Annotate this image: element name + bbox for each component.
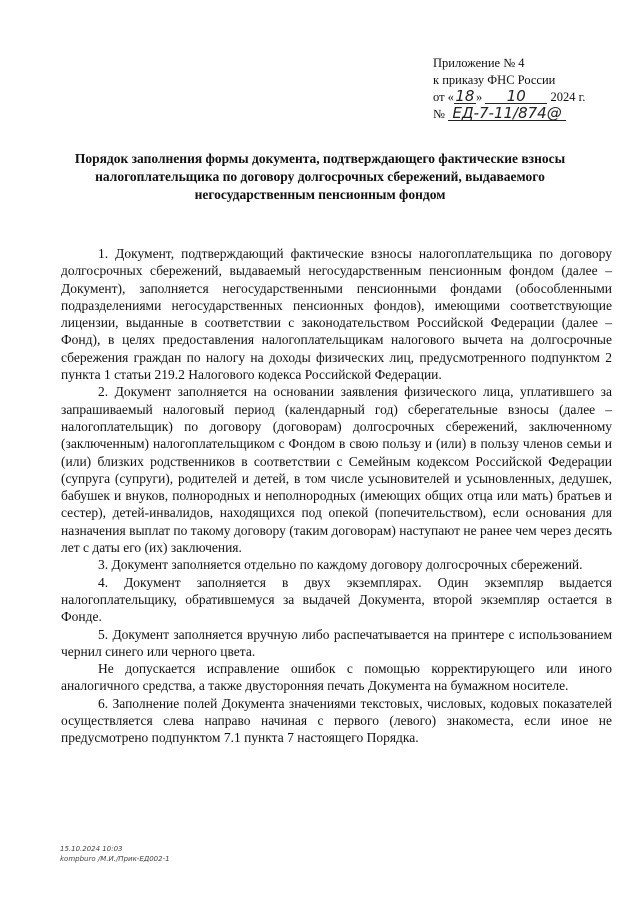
annex-date-year: 2024 г. [550, 90, 586, 104]
print-footer [60, 844, 170, 864]
paragraph-5: 5. Документ заполняется вручную либо распечатывается на принтере с использованием чернил синего или черного цвета. [61, 626, 612, 659]
annex-date-prefix: от « [433, 90, 454, 104]
paragraph-3: 3. Документ заполняется отдельно по каждому договору долгосрочных сбережений. [98, 557, 583, 573]
annex-date-month: 10 [485, 89, 547, 104]
annex-number [433, 106, 613, 123]
annex-line-2: к приказу ФНС России [433, 73, 556, 87]
paragraph-6: 6. Заполнение полей Документа значениями текстовых, числовых, кодовых показателей осуществляется слева направо начиная с первого (левого) знакоместа, если иное не предусмотрено подпунктом 7.1 пункта 7 настоящего Порядка. [61, 695, 612, 746]
paragraph-1: 1. Документ, подтверждающий фактические взносы налогоплательщика по договору долгосрочных сбережений, выдаваемый негосударственным пенсионным фондом (далее – Документ), заполняется негосударственными пенсионными фондами (обособленными подразделениями негосударственных пенсионных фондов), имеющими соответствующие лицензии, выданные в соответствии с законодательством Российской Федерации (далее – Фонд), в целях предоставления налогоплательщикам налогового вычета на долгосрочные сбережения граждан по налогу на доходы физических лиц, предусмотренного подпунктом 2 пункта 1 статьи 219.2 Налогового кодекса Российской Федерации. [61, 246, 612, 383]
paragraph-4: 4. Документ заполняется в двух экземплярах. Один экземпляр выдается налогоплательщику, обратившемуся за выдачей Документа, второй экземпляр остается в Фонде. [61, 574, 612, 625]
paragraph-2: 2. Документ заполняется на основании заявления физического лица, уплатившего за запрашиваемый налоговый период (календарный год) сберегательные взносы (далее – налогоплательщик) по договору (договорам) долгосрочных сбережений, заключенному (заключенным) налогоплательщиком с Фондом в свою пользу и (или) в пользу членов семьи и (или) близких родственников в соответствии с Семейным кодексом Российской Федерации (супруга (супруги), родителей и детей, в том числе усыновителей и усыновленных, дедушек, бабушек и внуков, полнородных и неполнородных (имеющих общих отца или мать) братьев и сестер), детей-инвалидов, находящихся под опекой (попечительством), если основания для назначения выплат по такому договору (таким договорам) наступают не ранее чем через десять лет с даты его (их) заключения. [61, 384, 612, 556]
annex-number-value: ЕД-7-11/874@ [448, 106, 566, 121]
annex-line-1: Приложение № 4 [433, 56, 525, 70]
annex-number-prefix: № [433, 107, 445, 121]
footer-timestamp: 15.10.2024 10:03 [60, 845, 123, 853]
paragraph-5-note: Не допускается исправление ошибок с помощью корректирующего или иного аналогичного средства, а также двусторонняя печать Документа на бумажном носителе. [61, 661, 612, 694]
annex-date-mid: » [475, 90, 483, 104]
document-body [61, 245, 612, 747]
document-title: Порядок заполнения формы документа, подтверждающего фактические взносы налогоплательщика по договору долгосрочных сбережений, выдаваемого негосударственным пенсионным фондом [74, 151, 566, 202]
annex-date-day: 18 [455, 87, 475, 105]
annex-header [433, 55, 613, 123]
footer-path: kompburo /М.И./Прик-ЕД002-1 [60, 855, 170, 863]
